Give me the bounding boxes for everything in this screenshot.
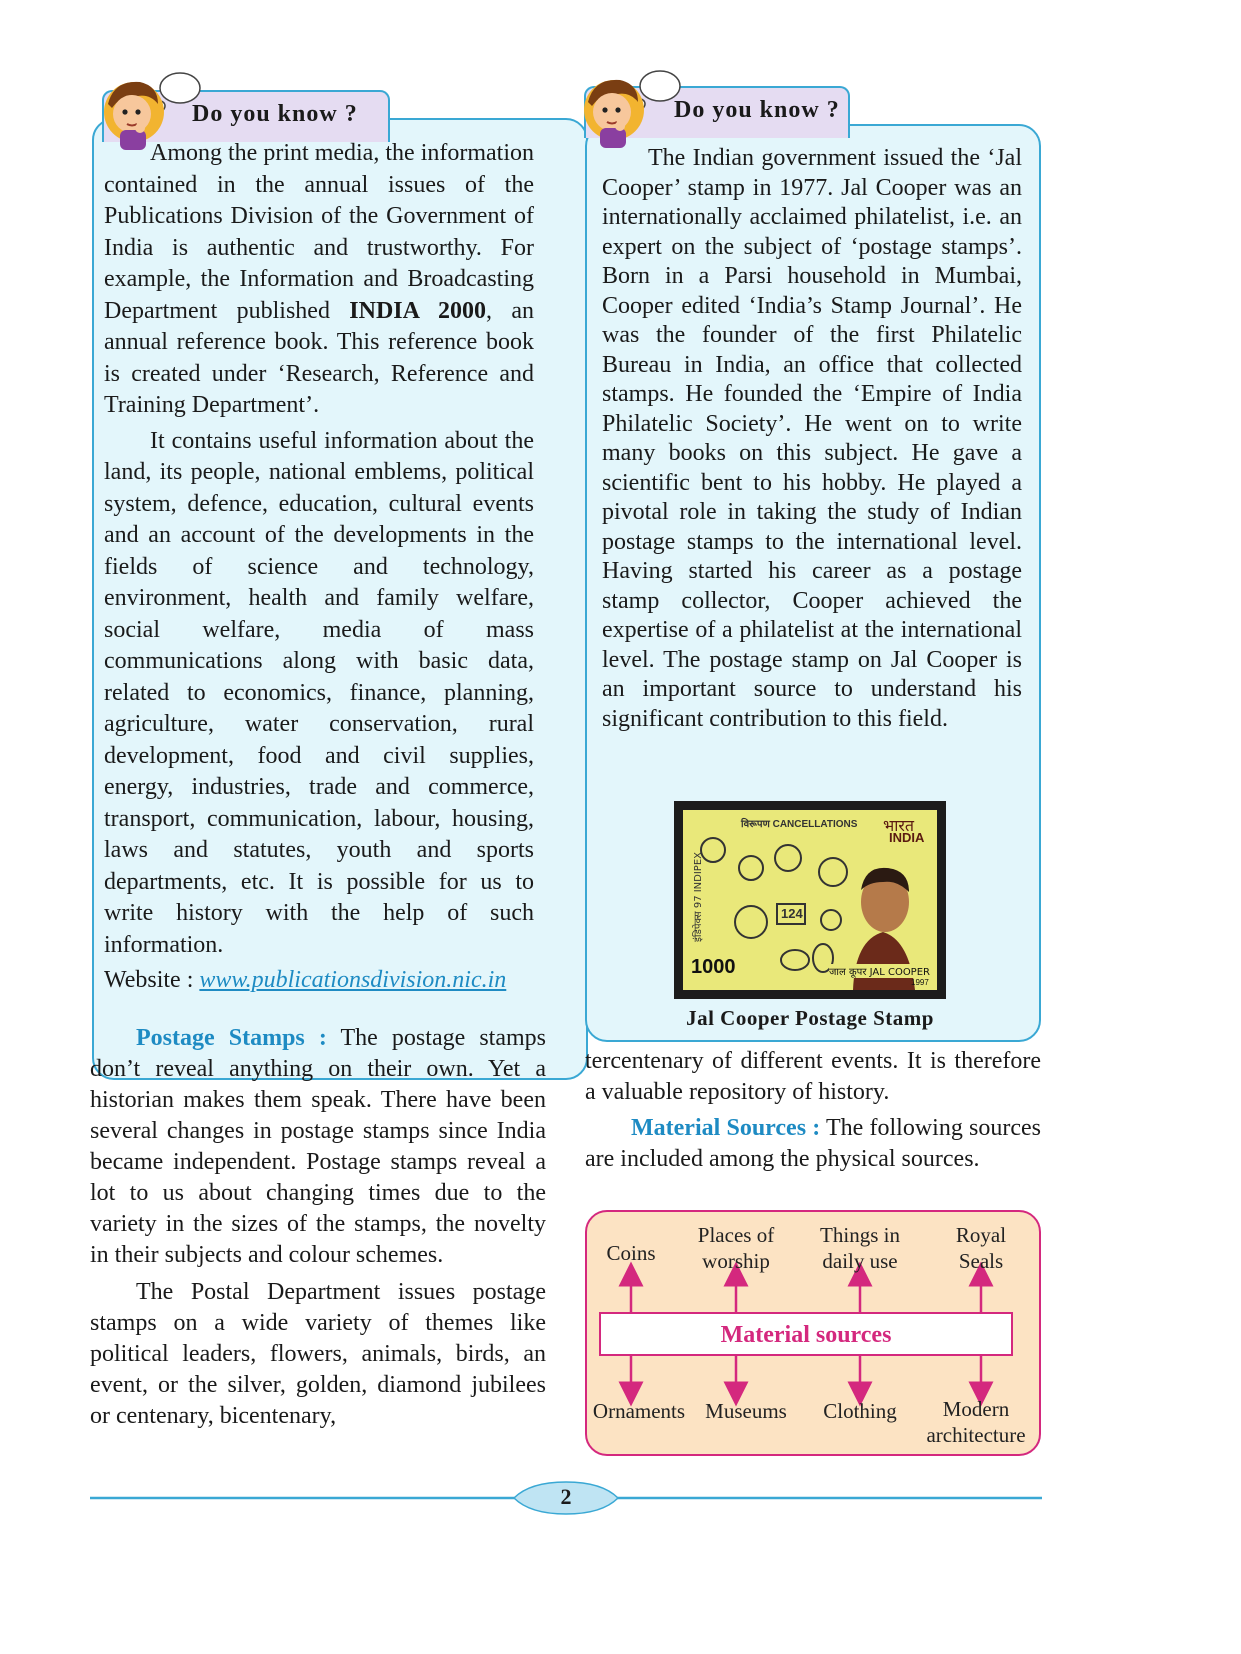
left-box-para1: Among the print media, the information contained in the annual issues of the Publications Division of the Government of India is authentic and trustworthy. For example, the Information and Broadcasting Department published <box>104 140 534 324</box>
website-label: Website : <box>104 967 194 993</box>
stamp-name-text: जाल कूपर JAL COOPER <box>829 964 930 978</box>
india-2000-bold: INDIA 2000 <box>349 297 486 324</box>
page-number: 2 <box>560 1484 572 1509</box>
label-things-daily-use: Things in daily use <box>820 1223 900 1273</box>
left-box-text <box>104 138 534 997</box>
label-places-of-worship: Places of worship <box>697 1223 775 1273</box>
stamp-side-text: इंडिपेक्स 97 INDIPEX <box>693 851 704 943</box>
material-sources-diagram <box>585 1210 1041 1456</box>
material-sources-text: The following sources are included among the physical sources. <box>585 1115 1041 1172</box>
right-box-para: The Indian government issued the ‘Jal Cooper’ stamp in 1977. Jal Cooper was an internationally acclaimed philatelist, i.e. an expert on the subject of ‘postage stamps’. Born in a Parsi household in Mumbai, Cooper edited ‘India’s Stamp Journal’. He was the founder of the first Philatelic Bureau in India, an office that collected stamps. He founded the ‘Empire of India Philatelic Society’. He went on to write many books on this subject. He gave a scientific bent to his hobby. He played a pivotal role in taking the study of Indian postage stamps to the international level. Having started his career as a postage stamp collector, Cooper achieved the expertise of a philatelist at the international level. The postage stamp on Jal Cooper is an important source to understand his significant contribution to this field. <box>602 145 1022 732</box>
label-ornaments: Ornaments <box>592 1399 686 1423</box>
stamp-center-number: 124 <box>781 906 803 921</box>
do-you-know-tab-right: Do you know ? <box>584 86 850 138</box>
thinking-boy-icon <box>574 64 684 150</box>
postage-stamps-para1: The postage stamps don’t reveal anything on their own. Yet a historian makes them speak. There have been several changes in postage stamps since India became independent. Postage stamps reveal a lot to us about changing times due to the variety in the sizes of the stamps, the novelty in their subjects and colour schemes. <box>90 1025 547 1268</box>
do-you-know-tab-left: Do you know ? <box>102 90 390 142</box>
stamp-value: 1000 <box>691 956 736 978</box>
postage-stamps-heading: Postage Stamps : <box>136 1025 327 1051</box>
website-line <box>104 965 534 997</box>
left-box-para1-end: , an annual reference book. This reference book is created under ‘Research, Reference and Training Department’. <box>104 297 534 418</box>
label-royal-seals: Royal Seals <box>955 1223 1007 1273</box>
jal-cooper-stamp <box>674 801 946 999</box>
postage-stamps-continued: tercentenary of different events. It is therefore a valuable repository of history. <box>585 1048 1041 1105</box>
stamp-year: 1997 <box>911 978 929 987</box>
label-coins: Coins <box>606 1241 656 1265</box>
stamp-top-text: विरूपण CANCELLATIONS <box>741 819 858 830</box>
right-box-text <box>602 144 1022 734</box>
postage-stamps-para2: The Postal Department issues postage stamps on a wide variety of themes like political leaders, flowers, animals, birds, an event, or the silver, golden, diamond jubilees or centenary, bicentenary, <box>90 1279 546 1429</box>
postage-stamps-section <box>90 1023 546 1432</box>
material-sources-section <box>585 1113 1041 1175</box>
material-sources-center-box: Material sources <box>599 1312 1013 1356</box>
stamp-country: INDIA <box>889 830 925 845</box>
left-box-para2: It contains useful information about the land, its people, national emblems, political system, defence, education, cultural events and an account of the developments in the fields of science and technology, environment, health and family welfare, social welfare, media of mass communications along with basic data, related to economics, finance, planning, agriculture, water conservation, rural development, food and civil supplies, energy, industries, trade and commerce, transport, communication, labour, housing, laws and statutes, youth and sports departments, etc. It is possible for us to write history with the help of such information. <box>104 427 534 958</box>
label-clothing: Clothing <box>823 1399 897 1423</box>
material-sources-heading: Material Sources : <box>631 1115 821 1141</box>
label-museums: Museums <box>705 1399 787 1423</box>
label-modern-architecture: Modern architecture <box>926 1397 1026 1447</box>
stamp-caption: Jal Cooper Postage Stamp <box>686 1006 934 1030</box>
website-link[interactable]: www.publicationsdivision.nic.in <box>199 967 507 993</box>
stamp-country-hindi: भारत <box>883 816 915 835</box>
